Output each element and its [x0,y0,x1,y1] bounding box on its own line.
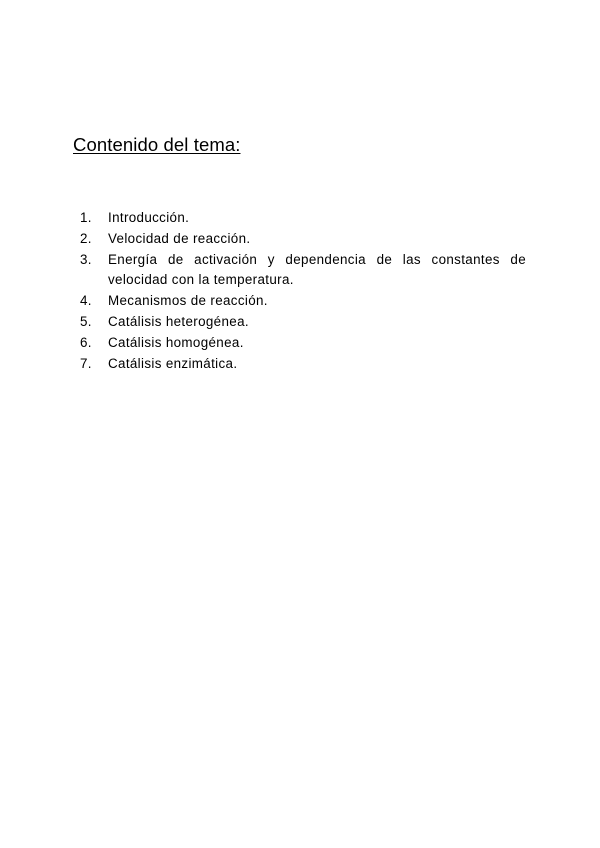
list-number: 6. [80,334,92,350]
list-item-text: Introducción. [108,210,190,225]
list-item-text: Velocidad de reacción. [108,230,251,246]
list-item-text: Energía de activación y dependencia de las constantes de velocidad con la temperatura. [108,251,526,288]
list-item [80,291,526,312]
list-number: 2. [80,230,92,246]
list-number: 5. [80,313,92,329]
table-of-contents [80,208,526,374]
page-title: Contenido del tema: [73,134,241,155]
list-item [80,208,526,229]
list-number: 3. [80,251,92,267]
list-item-text: Catálisis heterogénea. [108,313,249,329]
list-item [80,229,526,250]
list-item-text: Catálisis homogénea. [108,334,244,350]
list-number: 4. [80,293,92,309]
list-item [80,250,526,292]
list-item [80,333,526,354]
list-item-text: Mecanismos de reacción. [108,293,268,309]
list-item-text: Catálisis enzimática. [108,355,238,371]
list-number: 1. [80,210,92,225]
list-item [80,312,526,333]
list-item [80,354,526,375]
list-number: 7. [80,355,92,371]
